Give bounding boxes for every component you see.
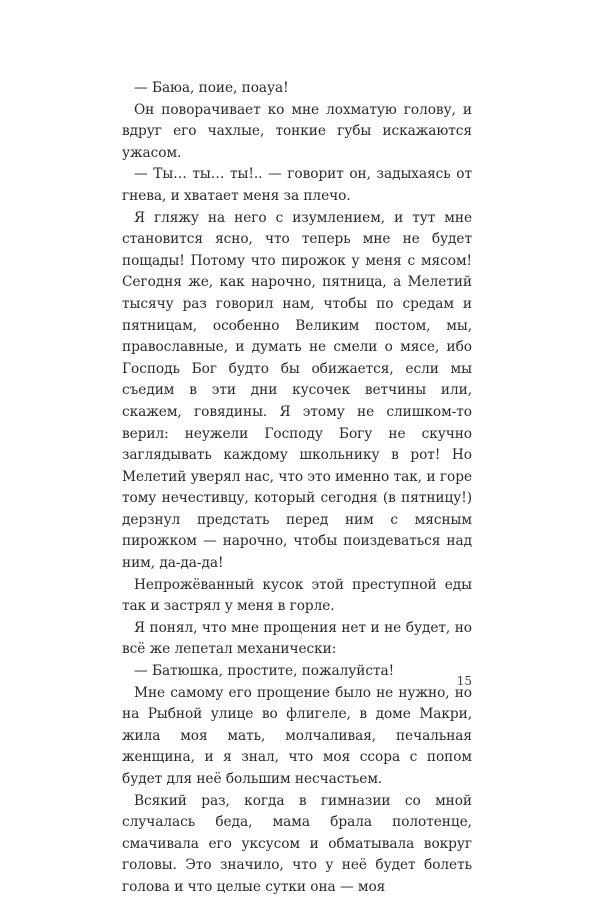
page-number: 15	[456, 674, 472, 688]
paragraph: Непрожёванный кусок этой преступной еды так и застрял у меня в горле.	[122, 576, 472, 615]
paragraph: Он поворачивает ко мне лохматую голову, и вдруг его чахлые, тонкие губы искажаются ужасом.	[122, 101, 472, 161]
paragraph: Всякий раз, когда в гимназии со мной случалась беда, мама брала полотенце, смачивала его уксусом и обматывала вокруг головы. Это значило, что у неё будет болеть голова и что целые сутки она — моя	[122, 792, 472, 895]
paragraph: Я гляжу на него с изумлением, и тут мне становится ясно, что теперь мне не будет пощады! Потому что пирожок у меня с мясом! Сегодня же, как нарочно, пятница, а Мелетий тысячу раз говорил нам, чтобы по средам и пятницам, особенно Великим постом, мы, православные, и думать не смели о мясе, ибо Господь Бог будто бы обижается, если мы съедим в эти дни кусочек ветчины или, скажем, говядины. Я этому не слишком-то верил: неужели Господу Богу не скучно заглядывать каждому школьнику в рот! Но Мелетий уверял нас, что это именно так, и горе тому нечестивцу, который сегодня (в пятницу!) дерзнул предстать перед ним с мясным пирожком — нарочно, чтобы поиздеваться над ним, да-да-да!	[122, 209, 472, 572]
paragraph: — Баюа, поие, поауа!	[134, 80, 289, 96]
paragraph: — Ты… ты… ты!.. — говорит он, задыхаясь от гнева, и хватает меня за плечо.	[122, 166, 472, 204]
paragraph: Мне самому его прощение было не нужно, но на Рыбной улице во флигеле, в доме Макри, жила моя мать, молчаливая, печальная женщина, и я знал, что моя ссора с попом будет для неё большим несчастьем.	[122, 684, 472, 787]
paragraph: — Батюшка, простите, пожалуйста!	[134, 663, 395, 680]
paragraph: Я понял, что мне прощения нет и не будет, но всё же лепетал механически:	[122, 619, 472, 658]
body-text	[122, 78, 472, 899]
